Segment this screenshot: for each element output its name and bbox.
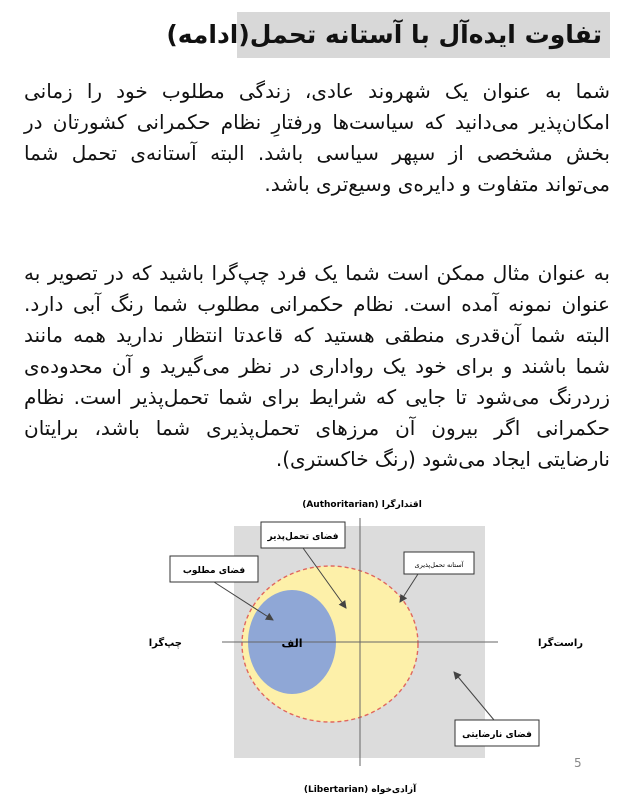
desired-space-label: فضای مطلوب [182,566,246,576]
dissatisfaction-space-label: فضای نارضایتی [462,730,532,740]
axis-label-right: راست‌گرا [538,638,584,649]
paragraph-example: به عنوان مثال ممکن است شما یک فرد چپ‌گرا باشید که در تصویر به عنوان نمونه آمده است. نظام حکمرانی مطلوب شما رنگ آبی دارد. البته شما آن‌قدری منطقی هستید که قاعدتا انتظار ندارید همه مانند شما باشند و برای خود یک رواداری در نظر می‌گیرید و آن محدوده‌ی زردرنگ می‌شود تا جایی که شرایط برای شما تحمل‌پذیر است. نظام حکمرانی اگر بیرون آن مرزهای تحمل‌پذیری شما باشد، برایتان نارضایتی ایجاد می‌شود (رنگ خاکستری). [24,261,610,471]
paragraph-intro: شما به عنوان یک شهروند عادی، زندگی مطلوب خود را زمانی امکان‌پذیر می‌دانید که سیاست‌ها ورفتارِ نظام حکمرانی کشورتان در بخش مشخصی از سپهر سیاسی باشد. البته آستانه‌ی تحمل شما می‌تواند متفاوت و دایره‌ی وسیع‌تری باشد. [24,79,610,196]
axis-label-libertarian: آزادی‌خواه (Libertarian) [303,785,417,795]
political-compass-diagram [148,494,584,800]
axis-label-left: چپ‌گرا [148,638,182,649]
center-label: الف [281,637,303,650]
axis-label-authoritarian: اقتدارگرا (Authoritarian) [302,500,422,510]
political-compass-figure [148,494,584,800]
page-number: 5 [574,756,582,770]
tolerable-space-label: فضای تحمل‌پذیر [267,532,339,542]
page-title: تفاوت ایده‌آل با آستانه تحمل(ادامه) [237,12,610,58]
tolerance-threshold-label: آستانه تحمل‌پذیری [414,561,464,569]
